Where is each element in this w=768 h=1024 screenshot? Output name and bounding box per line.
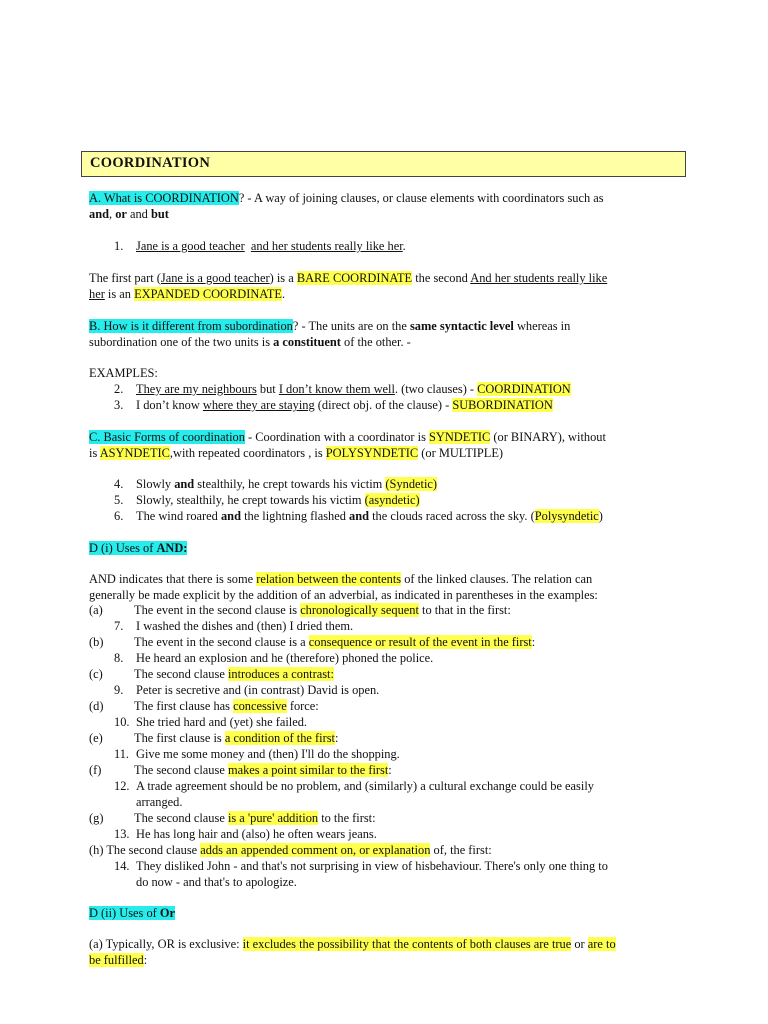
examples-label: EXAMPLES: [89,366,158,380]
example-6: The wind roared and the lightning flashed and the clouds raced across the sky. (Polysyndetic) [136,509,603,523]
example-11: Give me some money and (then) I'll do the shopping. [136,747,400,761]
section-a-line-1: A. What is COORDINATION? - A way of joining clauses, or clause elements with coordinators such as [89,191,604,205]
example-5-number: 5. [114,493,124,507]
section-d-i-heading: D (i) Uses of AND: [89,541,188,555]
example-3-number: 3. [114,398,124,412]
example-2: They are my neighbours but I don’t know them well. (two clauses) - COORDINATION [136,382,571,396]
example-1: Jane is a good teacher and her students really like her. [136,239,406,253]
example-12-line-1: A trade agreement should be no problem, and (similarly) a cultural exchange could be easily [136,779,594,793]
item-b-letter: (b) [89,635,104,649]
item-h: (h) The second clause adds an appended comment on, or explanation of, the first: [89,843,492,857]
item-b: The event in the second clause is a consequence or result of the event in the first: [134,635,536,649]
example-13: He has long hair and (also) he often wears jeans. [136,827,377,841]
example-4: Slowly and stealthily, he crept towards his victim (Syndetic) [136,477,438,491]
example-5: Slowly, stealthily, he crept towards his victim (asyndetic) [136,493,420,507]
example-4-number: 4. [114,477,124,491]
item-c-letter: (c) [89,667,103,681]
section-b-line-2: subordination one of the two units is a constituent of the other. - [89,335,411,349]
example-1-number: 1. [114,239,124,253]
or-intro-line-2: be fulfilled: [89,953,148,967]
item-d-letter: (d) [89,699,104,713]
first-part-line-1: The first part (Jane is a good teacher) is a BARE COORDINATE the second And her students really like [89,271,608,285]
item-a-letter: (a) [89,603,103,617]
item-f: The second clause makes a point similar to the first: [134,763,392,777]
or-intro-line-1: (a) Typically, OR is exclusive: it excludes the possibility that the contents of both clauses are true or are to [89,937,616,951]
example-8-number: 8. [114,651,124,665]
example-9: Peter is secretive and (in contrast) David is open. [136,683,380,697]
and-intro-line-1: AND indicates that there is some relation between the contents of the linked clauses. The relation can [89,572,593,586]
item-f-letter: (f) [89,763,102,777]
item-a: The event in the second clause is chronologically sequent to that in the first: [134,603,511,617]
item-e-letter: (e) [89,731,103,745]
item-e: The first clause is a condition of the first: [134,731,339,745]
example-14-line-2: do now - and that's to apologize. [136,875,297,889]
example-14-number: 14. [114,859,130,873]
section-b-line-1: B. How is it different from subordination? - The units are on the same syntactic level whereas in [89,319,571,333]
page-title: COORDINATION [90,155,211,171]
example-12-number: 12. [114,779,130,793]
example-3: I don’t know where they are staying (direct obj. of the clause) - SUBORDINATION [136,398,553,412]
item-g-letter: (g) [89,811,104,825]
example-14-line-1: They disliked John - and that's not surprising in view of hisbehaviour. There's only one thing to [136,859,608,873]
example-9-number: 9. [114,683,124,697]
section-c-line-1: C. Basic Forms of coordination - Coordination with a coordinator is SYNDETIC (or BINARY), without [89,430,606,444]
example-7: I washed the dishes and (then) I dried them. [136,619,354,633]
section-a-heading: A. What is COORDINATION [89,191,239,205]
item-g: The second clause is a 'pure' addition to the first: [134,811,376,825]
example-13-number: 13. [114,827,130,841]
example-8: He heard an explosion and he (therefore) phoned the police. [136,651,434,665]
title-box [81,151,686,177]
item-c: The second clause introduces a contrast: [134,667,334,681]
example-2-number: 2. [114,382,124,396]
example-12-line-2: arranged. [136,795,183,809]
and-intro-line-2: generally be made explicit by the addition of an adverbial, as indicated in parentheses in the examples: [89,588,598,602]
section-c-heading: C. Basic Forms of coordination [89,430,245,444]
example-10: She tried hard and (yet) she failed. [136,715,307,729]
section-c-line-2: is ASYNDETIC,with repeated coordinators , is POLYSYNDETIC (or MULTIPLE) [89,446,504,460]
section-a-line-2: and, or and but [89,207,169,221]
item-d: The first clause has concessive force: [134,699,319,713]
example-11-number: 11. [114,747,130,761]
example-7-number: 7. [114,619,124,633]
section-d-ii-heading: D (ii) Uses of Or [89,906,176,920]
first-part-line-2: her is an EXPANDED COORDINATE. [89,287,286,301]
section-b-heading: B. How is it different from subordination [89,319,293,333]
example-10-number: 10. [114,715,130,729]
example-6-number: 6. [114,509,124,523]
